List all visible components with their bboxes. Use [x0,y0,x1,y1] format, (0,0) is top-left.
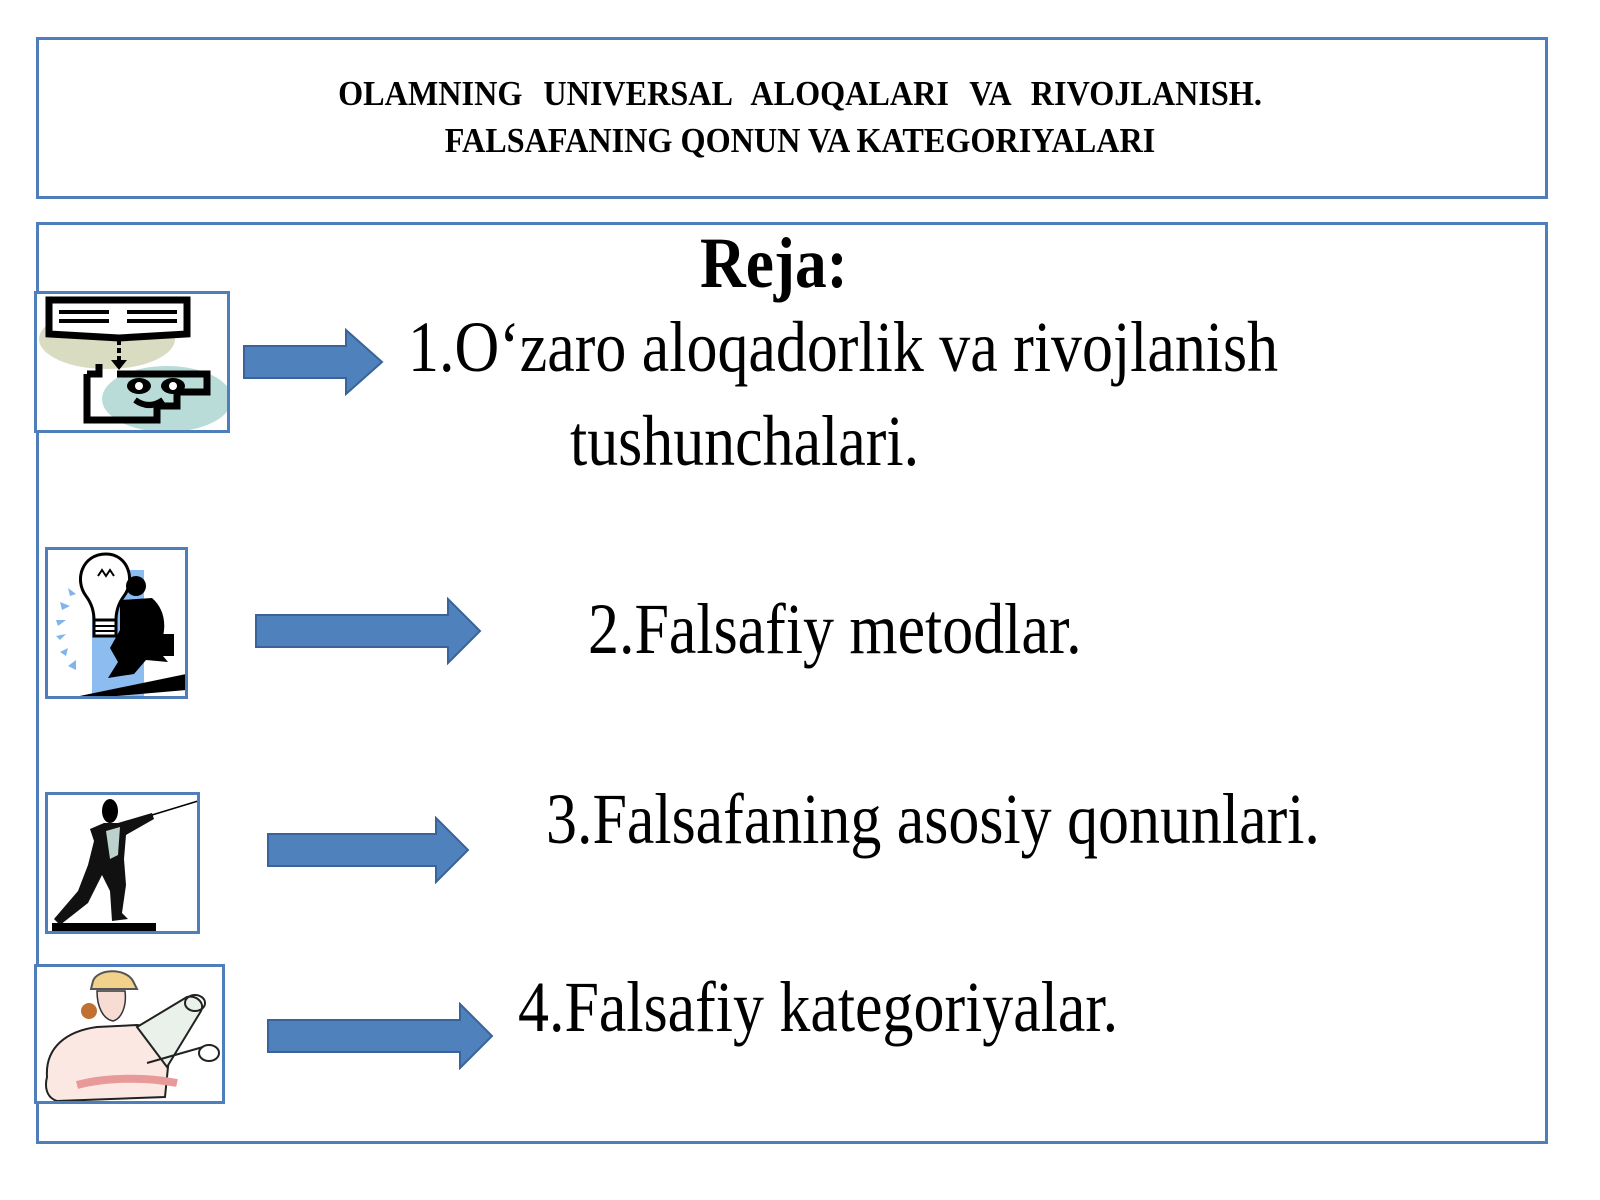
plan-item-1-line-2: tushunchalari. [570,401,920,481]
businessman-lightbulb-icon [45,547,188,699]
arrow-right-icon [266,1002,494,1070]
plan-item-4: 4.Falsafiy kategoriyalar. [518,967,1119,1047]
engineer-blueprints-icon [34,964,225,1104]
slide-title-line-2: FALSAFANING QONUN VA KATEGORIYALARI [444,121,1156,160]
title-box [36,37,1548,199]
fencer-icon [45,792,200,934]
plan-heading: Reja: [700,223,848,303]
arrow-right-icon [242,328,384,396]
plan-item-2: 2.Falsafiy metodlar. [588,589,1082,669]
plan-item-3: 3.Falsafaning asosiy qonunlari. [546,779,1320,859]
book-reader-icon [34,291,230,433]
plan-item-1-line-1: 1.O‘zaro aloqadorlik va rivojlanish [408,307,1279,387]
arrow-right-icon [254,597,482,665]
arrow-right-icon [266,816,470,884]
slide-title-line-1: OLAMNING UNIVERSAL ALOQALARI VA RIVOJLANISH. [338,74,1262,113]
